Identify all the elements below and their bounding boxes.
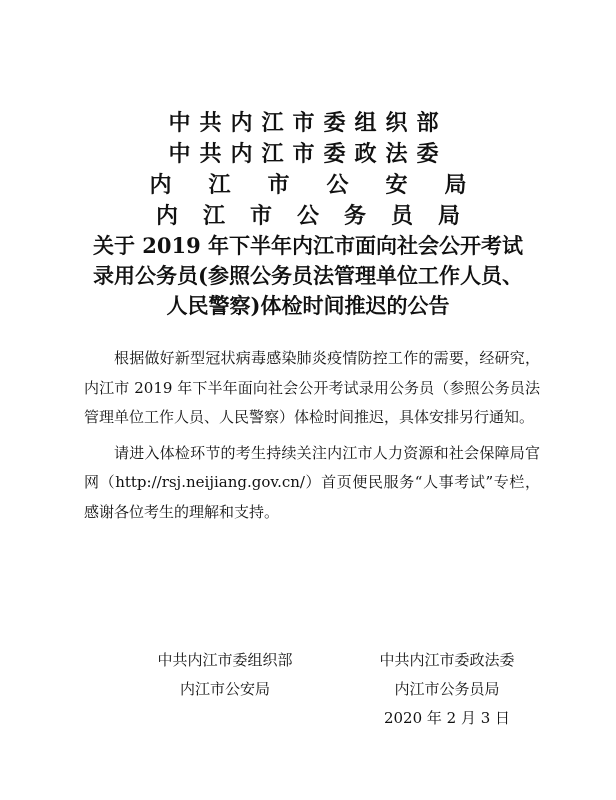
issuer-political-legal: 中共内江市委政法委	[168, 141, 448, 167]
announcement-title	[60, 231, 556, 321]
issuer-public-security: 内江市公安局	[149, 172, 504, 198]
signature-left-org: 中共内江市委组织部	[157, 651, 293, 669]
signature-date: 2020 年 2 月 3 日	[383, 709, 511, 727]
body-paragraph-2: 请进入体检环节的考生持续关注内江市人力资源和社会保障局官网（http://rsj.neijiang.gov.cn/）首页便民服务“人事考试”专栏，感谢各位考生的理解和支持。	[84, 443, 540, 521]
signature-right	[362, 646, 532, 733]
signature-right-civil: 内江市公务员局	[394, 680, 500, 698]
title-line-3: 人民警察)体检时间推迟的公告	[166, 293, 450, 318]
body-paragraph-1: 根据做好新型冠状病毒感染肺炎疫情防控工作的需要，经研究，内江市 2019 年下半年面向社会公开考试录用公务员（参照公务员法管理单位工作人员、人民警察）体检时间推迟，具体安排另行通知。	[84, 349, 540, 426]
title-line-1: 关于 2019 年下半年内江市面向社会公开考试	[92, 233, 524, 258]
announcement-body	[84, 344, 540, 533]
issuer-civil-service: 内江市公务员局	[155, 203, 485, 229]
issuer-org-dept: 中共内江市委组织部	[168, 110, 448, 136]
title-line-2: 录用公务员(参照公务员法管理单位工作人员、	[93, 263, 523, 288]
signature-left-police: 内江市公安局	[179, 680, 270, 698]
issuer-block	[0, 108, 616, 232]
signature-left	[140, 646, 310, 704]
signature-right-political: 中共内江市委政法委	[379, 651, 515, 669]
